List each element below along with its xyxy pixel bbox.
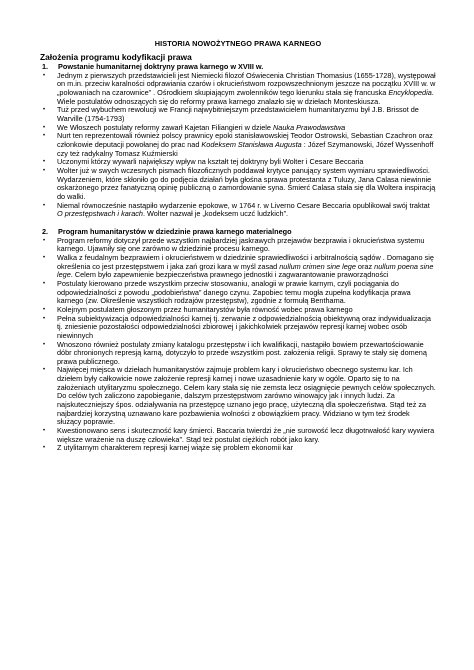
bullet-list — [40, 237, 436, 453]
list-item — [40, 254, 436, 280]
bullet-icon: • — [43, 306, 46, 313]
bullet-icon: • — [43, 124, 46, 131]
list-item-text: Uczonymi którzy wywarli największy wpływ na kształt tej doktryny byli Wolter i Cesare Beccaria — [57, 157, 364, 167]
list-item — [40, 106, 436, 123]
list-item-text: Najwięcej miejsca w dziełach humanitarystów zajmuje problem kary i okrucieństwo obecnego systemu kar. Ich dziełem były całkowicie nowe założenie represji karnej i nowe uzasadnienie kary w ogóle. Oparto się to na założeniach utylitaryzmu społecznego. Celem kary stała się nie zemsta lecz osiągnięcie pewnych celów społecznych. Do celów tych zaliczono zapobieganie, dalszym przestępstwom zarówno winowajcy jak i innych ludzi. Za najskuteczniejszy śpos. odziaływania na przestępcę uznano jego pracę, użyteczną dla społeczeństwa. Stąd też za najbardziej korzystną uznawano kare pozbawienia wolności z obowiązkiem pracy. Widziano w tym też środek służący poprawie. — [57, 365, 436, 427]
list-item — [40, 237, 436, 254]
bullet-icon: • — [43, 428, 46, 435]
list-item-text: Postulaty kierowano przede wszystkim przeciw stosowaniu, analogii w prawie karnym, czyli pociągania do odpowiedzialności z powodu „podobieństwa” danego czynu. Zapobiec temu mogła zupełna kodyfikacja prawa karnego (zw. Określenie wszystkich rodzajów przestępstw), zgodnie z formułą Benthama. — [57, 278, 411, 306]
section-heading-text: Powstanie humanitarnej doktryny prawa karnego w XVIII w. — [58, 62, 264, 72]
bullet-icon: • — [43, 237, 46, 244]
list-item-text: Kwestionowano sens i skuteczność kary śmierci. Baccaria twierdzi że „nie surowość lecz długotrwałość kary wywiera większe wrażenie na duszę człowieka”. Stąd też postulat ciężkich robót jako kary. — [57, 426, 435, 444]
list-item-text: Wolter już w swych wczesnych pismach filozoficznych poddawał krytyce panujący system wymiaru sprawiedliwości. Wydarzeniem, które skłoniło go do podjęcia działań była głośna sprawa protestanta z Tuluzy, Jana Calasa niewinnie oskarżonego przez fanatyczną opinię publiczną o zamordowanie syna. Śmierć Calasa stała się dla Woltera inspiracją do walki. — [57, 166, 436, 201]
section-2 — [40, 228, 436, 453]
document-subtitle: Założenia programu kodyfikacji prawa — [40, 51, 192, 62]
list-item — [40, 366, 436, 427]
bullet-icon: • — [43, 315, 46, 322]
bullet-icon: • — [43, 254, 46, 261]
list-item-text: Niemal równocześnie nastąpiło wydarzenie epokowe, w 1764 r. w Liverno Cesare Beccaria opublikował swój traktat O przestępstwach i karach. Wolter nazwał je „kodeksem uczć ludzkich”. — [57, 200, 430, 219]
bullet-icon: • — [43, 445, 46, 452]
section-heading-text: Program humanitarystów w dziedzinie prawa karnego materialnego — [58, 226, 292, 236]
bullet-list — [40, 72, 436, 219]
list-item-text: Tuż przed wybuchem rewolucji we Francji najwybitniejszym przedstawicielem humanitaryzmu był J.B. Brissot de Warville (1754-1793) — [57, 105, 419, 124]
list-item-text: Z utylitarnym charakterem represji karnej wiąże się problem ekonomii kar — [57, 443, 294, 453]
list-item-text: Jednym z pierwszych przedstawicieli jest Niemiecki filozof Oświecenia Christian Thomasius (1655-1728), występował on m.in. przeciw karalności odprawiania czarów i okrucieństwom rozpowszechnionym jeszcze na początku XVIII w. w „polowaniach na czarownice” . Ośrodkiem skupiającym zwolenników tego kierunku stała się francuska Encyklopedia. Wiele postulatów odnoszących się do reformy prawa karnego znalazło się w dziełach Monteskiusza. — [57, 70, 436, 106]
bullet-icon: • — [43, 341, 46, 348]
list-item-text: Pełna subiektywizacja odpowiedzialności karnej tj. zerwanie z odpowiedzialnością obiektywną oraz indywidualizacja tj. zniesienie pozostałości odpowiedzialności zbiorowej i jakichkolwiek przejawów represji karnej wobec osób niewinnych — [57, 313, 431, 340]
bullet-icon: • — [43, 367, 46, 374]
list-item-text: Kolejnym postulatem głoszonym przez humanitarystów była równość wobec prawa karnego — [57, 304, 353, 314]
bullet-icon: • — [43, 133, 46, 140]
bullet-icon: • — [43, 107, 46, 114]
list-item — [40, 315, 436, 341]
list-item — [40, 427, 436, 444]
document-body — [40, 63, 436, 453]
list-item — [40, 132, 436, 158]
list-item — [40, 72, 436, 107]
document-title: HISTORIA NOWOŻYTNEGO PRAWA KARNEGO — [154, 39, 322, 48]
bullet-icon: • — [43, 280, 46, 287]
bullet-icon: • — [43, 168, 46, 175]
section-1 — [40, 63, 436, 219]
section-number: 2. — [42, 226, 49, 236]
list-item-text: We Włoszech postulaty reformy zawarł Kajetan Filiangieri w dziele Nauka Prawodawstwa — [57, 122, 346, 132]
list-item-text: Program reformy dotyczył przede wszystkim najbardziej jaskrawych przejawów bezprawia i okrucieństwa systemu karnego. Ujawniły się one zarówno w dziedzinie procesu karnego. — [57, 235, 425, 254]
section-number: 1. — [42, 62, 49, 72]
list-item-text: Nurt ten reprezentowali również polscy prawnicy epoki stanisławowskiej Teodor Ostrowski, Sebastian Czachron oraz członkowie deputacji powołanej do prac nad Kodeksem Stanisława Augusta : Józef Szymanowski, Józef Wyssenhoff czy też radykalny Tomasz Kuźmierski — [57, 131, 434, 158]
list-item-text: Walka z feudalnym bezprawiem i okrucieństwem w dziedzinie sprawiedliwości i arbitralnością sądów . Domagano się określenia co jest przestępstwem i jaka zań grozi kara w myśl zasad nullum crimen sine lege oraz nullum poena sine lege. Celem było zapewnienie bezpieczeństwa prawnego jednostki i zagwarantowanie praworządności — [57, 252, 434, 280]
list-item-text: Wnoszono również postulaty zmiany katalogu przestępstw i ich kwalifikacji, nastąpiło bowiem przewartościowanie dóbr chronionych represją karną, dotyczyło to przede wszystkim post. założenia religii. Sprawy te stały się domeną prawa publicznego. — [57, 339, 427, 366]
bullet-icon: • — [43, 72, 46, 79]
bullet-icon: • — [43, 159, 46, 166]
list-item — [40, 341, 436, 367]
list-item — [40, 202, 436, 219]
list-item — [40, 167, 436, 202]
list-item — [40, 444, 436, 453]
list-item — [40, 280, 436, 306]
bullet-icon: • — [43, 202, 46, 209]
